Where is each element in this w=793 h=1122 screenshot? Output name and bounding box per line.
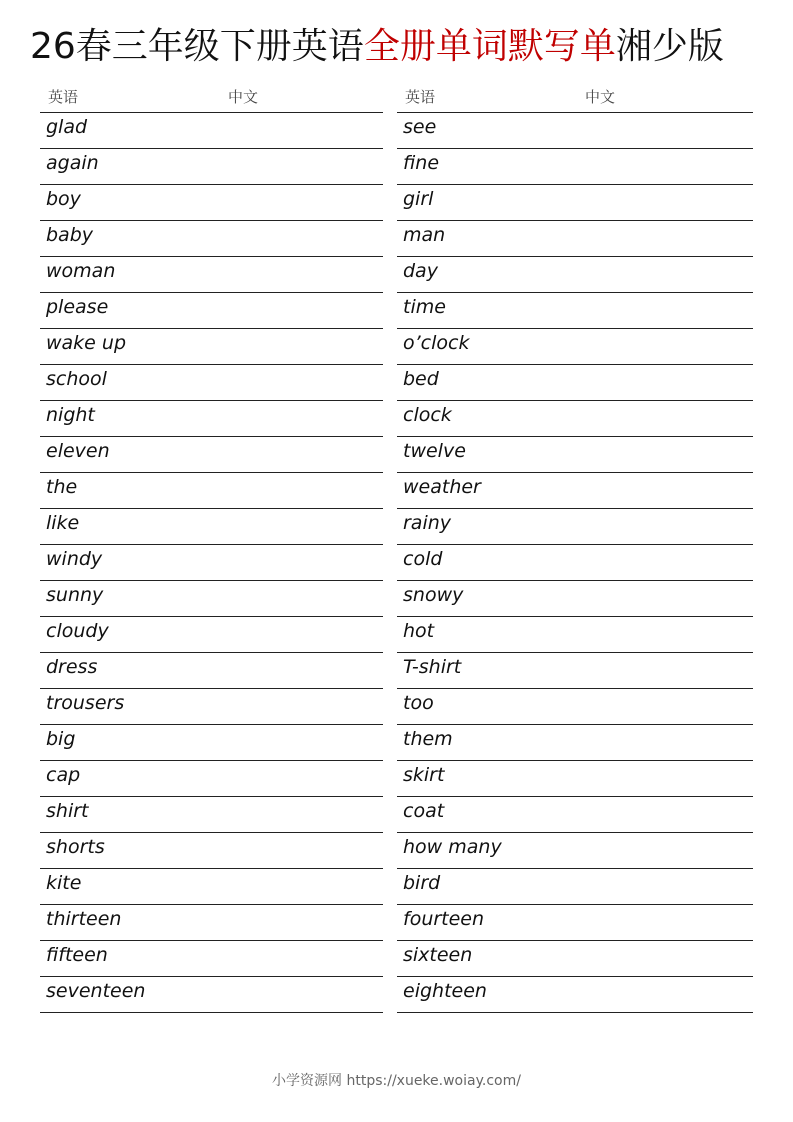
word-row: wake up [40,329,383,365]
word-row: the [40,473,383,509]
header-chinese: 中文 [585,88,616,106]
word-row: fifteen [40,941,383,977]
word-row: day [397,257,753,293]
word-row: big [40,725,383,761]
word-row: weather [397,473,753,509]
word-row: eighteen [397,977,753,1013]
word-row: skirt [397,761,753,797]
word-row: again [40,149,383,185]
word-row: coat [397,797,753,833]
word-row: trousers [40,689,383,725]
word-row: girl [397,185,753,221]
word-row: boy [40,185,383,221]
word-row: cloudy [40,617,383,653]
word-row: bird [397,869,753,905]
word-row: please [40,293,383,329]
word-row: time [397,293,753,329]
header-english: 英语 [48,88,79,106]
word-row: windy [40,545,383,581]
word-row: like [40,509,383,545]
word-row: sunny [40,581,383,617]
page-title [30,24,724,70]
word-row: school [40,365,383,401]
word-row: hot [397,617,753,653]
word-row: T-shirt [397,653,753,689]
word-row: snowy [397,581,753,617]
word-row: how many [397,833,753,869]
word-row: fourteen [397,905,753,941]
word-row: glad [40,113,383,149]
word-row: fine [397,149,753,185]
title-accent: 全册单词默写单 [363,26,616,67]
header-chinese: 中文 [228,88,259,106]
word-row: cold [397,545,753,581]
word-row: see [397,113,753,149]
title-part2: 湘少版 [615,26,724,67]
left-column-header [40,80,383,113]
word-row: thirteen [40,905,383,941]
word-row: bed [397,365,753,401]
word-row: sixteen [397,941,753,977]
word-row: rainy [397,509,753,545]
word-row: twelve [397,437,753,473]
word-row: seventeen [40,977,383,1013]
word-row: eleven [40,437,383,473]
word-row: cap [40,761,383,797]
right-column-header [397,80,753,113]
word-row: clock [397,401,753,437]
word-row: night [40,401,383,437]
header-english: 英语 [405,88,436,106]
word-row: baby [40,221,383,257]
word-row: them [397,725,753,761]
word-row: o’clock [397,329,753,365]
word-row: shirt [40,797,383,833]
word-row: dress [40,653,383,689]
word-row: kite [40,869,383,905]
word-row: woman [40,257,383,293]
title-part1: 26春三年级下册英语 [30,26,364,67]
word-row: too [397,689,753,725]
right-word-column [397,80,753,1013]
footer-source: 小学资源网 https://xueke.woiay.com/ [272,1073,521,1089]
word-row: man [397,221,753,257]
left-word-column [40,80,383,1013]
word-row: shorts [40,833,383,869]
